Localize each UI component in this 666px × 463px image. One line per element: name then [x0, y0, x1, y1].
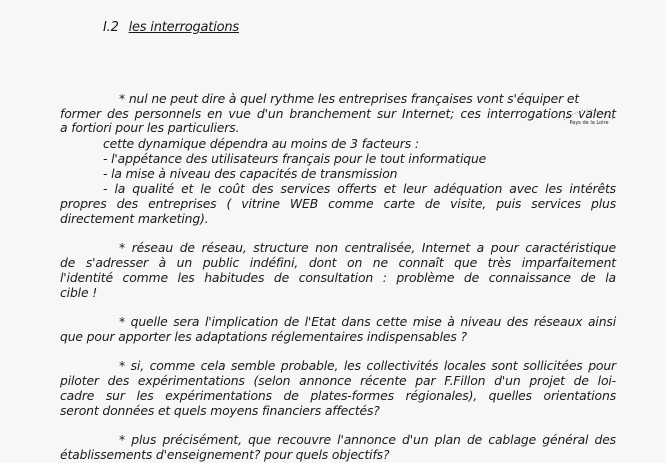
list-item: - la qualité et le coût des services offerts et leur adéquation avec les intérêts	[103, 181, 616, 196]
text-line: que pour apporter les adaptations réglementaires indispensables ?	[60, 329, 467, 344]
text-line: * plus précisément, que recouvre l'annonce d'un plan de cablage général des	[119, 432, 616, 447]
text-line: propres des entreprises ( vitrine WEB comme carte de visite, puis services plus	[60, 196, 616, 211]
list-item: - la mise à niveau des capacités de transmission	[103, 166, 398, 181]
svg-text:Pays de la Loire: Pays de la Loire	[569, 120, 609, 126]
text-line: * réseau de réseau, structure non centralisée, Internet a pour caractéristique	[119, 240, 616, 255]
section-heading	[103, 20, 239, 35]
text-line: former des personnels en vue d'un branchement sur Internet; ces interrogations valent	[60, 106, 616, 121]
text-line: seront données et quels moyens financiers affectés?	[60, 403, 380, 418]
text-line: * si, comme cela semble probable, les collectivités locales sont sollicitées pour	[119, 358, 616, 373]
list-item: - l'appétance des utilisateurs français pour le tout informatique	[103, 151, 487, 166]
text-line: cadre sur les expérimentations de plates-formes régionales), quelles orientations	[60, 388, 616, 403]
text-line: * quelle sera l'implication de l'Etat dans cette mise à niveau des réseaux ainsi	[119, 314, 616, 329]
text-line: l'identité comme les habitudes de consultation : problème de connaissance de la	[60, 270, 616, 285]
text-line: * nul ne peut dire à quel rythme les entreprises françaises vont s'équiper et	[119, 91, 580, 106]
text-line: cible !	[60, 285, 98, 300]
text-line: cette dynamique dépendra au moins de 3 facteurs :	[103, 136, 419, 151]
text-line: piloter des expérimentations (selon annonce récente par F.Fillon d'un projet de loi-	[60, 373, 616, 388]
text-line: directement marketing).	[60, 211, 209, 226]
text-line: de s'adresser à un public indéfini, dont on ne connaît que très imparfaitement	[60, 255, 616, 270]
section-title: les interrogations	[128, 20, 239, 35]
section-number: I.2	[103, 20, 119, 35]
text-line: établissements d'enseignement? pour quels objectifs?	[60, 447, 390, 462]
text-line: a fortiori pour les particuliers.	[60, 120, 240, 135]
